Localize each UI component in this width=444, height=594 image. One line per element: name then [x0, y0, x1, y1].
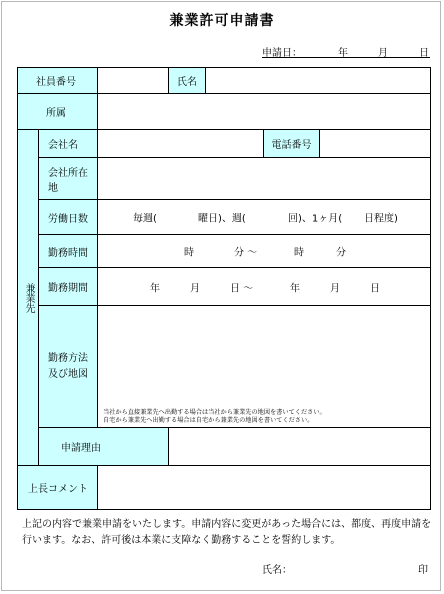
application-form — [17, 67, 431, 510]
work-hours-hour2: 時 — [294, 247, 304, 259]
work-period-field[interactable] — [98, 268, 431, 306]
work-period-label: 勤務期間 — [39, 268, 98, 306]
map-notes — [103, 409, 326, 425]
work-hours-hour1: 時 — [184, 247, 194, 259]
reason-field[interactable] — [169, 428, 431, 466]
date-year: 年 — [338, 48, 348, 59]
company-name-field[interactable] — [98, 130, 264, 158]
company-address-label: 会社所在地 — [39, 158, 98, 200]
work-period-y2: 年 — [290, 283, 300, 294]
name-field[interactable] — [206, 68, 431, 94]
work-hours-field[interactable] — [98, 235, 431, 268]
work-hours-min2: 分 — [336, 247, 346, 259]
work-period-m1: 月 — [190, 283, 200, 294]
seal-mark: 印 — [418, 565, 428, 576]
side-job-vertical-text: 兼業先 — [23, 282, 34, 313]
date-label: 申請日： — [262, 48, 302, 59]
map-note-2: 自宅から兼業先へ出勤する場合は自宅から兼業先の地図を書いてください。 — [103, 417, 314, 424]
reason-label: 申請理由 — [39, 428, 169, 466]
phone-label: 電話番号 — [264, 130, 320, 158]
work-days-days: 日程度) — [364, 213, 398, 225]
work-hours-label: 勤務時間 — [39, 235, 98, 268]
company-name-label: 会社名 — [39, 130, 98, 158]
map-note-1: 当社から直接兼業先へ出勤する場合は当社から兼業先の地図を書いてください。 — [103, 409, 326, 416]
employee-no-label: 社員番号 — [18, 68, 98, 94]
date-day: 日 — [419, 48, 429, 59]
work-period-m2: 月 — [330, 283, 340, 294]
work-days-weekday: 曜日)、週( — [198, 213, 246, 225]
work-period-y1: 年 — [150, 283, 160, 294]
work-method-label-line2: 及び地図 — [48, 368, 88, 380]
name-label: 氏名 — [169, 68, 206, 94]
work-hours-min1: 分 〜 — [234, 247, 258, 259]
work-method-label-line1: 勤務方法 — [48, 352, 88, 364]
phone-field[interactable] — [320, 130, 431, 158]
work-days-times: 回)、1ヶ月( — [288, 213, 343, 225]
work-days-weekly: 毎週( — [133, 213, 157, 225]
work-days-label: 労働日数 — [39, 200, 98, 235]
supervisor-comment-label: 上長コメント — [18, 466, 98, 510]
date-month: 月 — [378, 48, 388, 59]
department-field[interactable] — [98, 94, 431, 130]
work-period-d1: 日 〜 — [230, 283, 254, 294]
document-title: 兼業許可申請書 — [169, 13, 275, 29]
department-label: 所属 — [18, 94, 98, 130]
side-job-group-label — [18, 130, 39, 466]
supervisor-comment-field[interactable] — [98, 466, 431, 510]
work-method-label — [39, 306, 98, 428]
employee-no-field[interactable] — [98, 68, 169, 94]
pledge-text: 上記の内容で兼業申請をいたします。申請内容に変更があった場合には、都度、再度申請を行います。なお、許可後は本業に支障なく勤務することを誓約します。 — [22, 519, 432, 546]
work-method-field[interactable] — [98, 306, 431, 428]
work-period-d2: 日 — [370, 283, 380, 294]
date-underline — [262, 57, 430, 58]
work-days-field[interactable] — [98, 200, 431, 235]
sign-label: 氏名： — [262, 565, 292, 576]
company-address-field[interactable] — [98, 158, 431, 200]
